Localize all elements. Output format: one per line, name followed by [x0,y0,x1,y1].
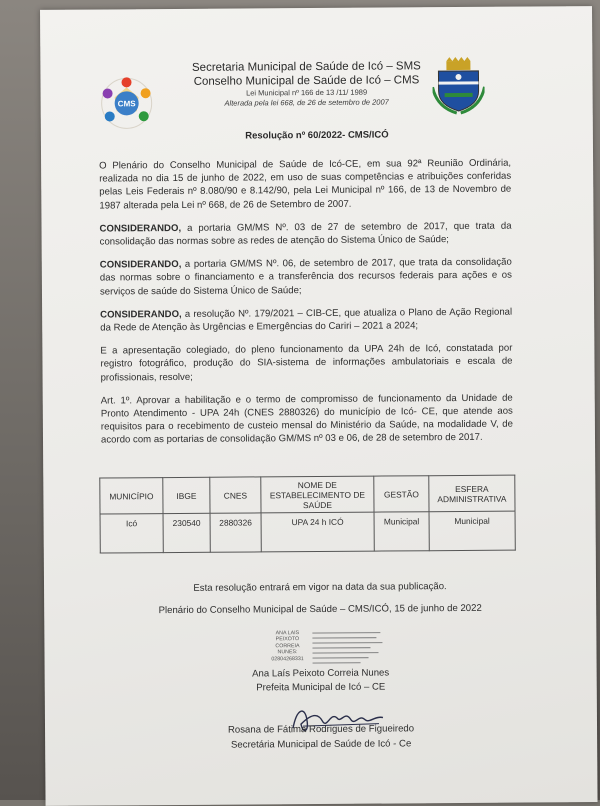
coat-of-arms-icon [432,57,484,115]
table-cell: Municipal [429,511,515,551]
digital-signature-detail-icon [310,630,386,667]
table-header-cell: IBGE [163,477,210,513]
vigor-statement: Esta resolução entrará em vigor na data da sua publicação. [44,580,596,595]
considerando-3: CONSIDERANDO, a resolução Nº. 179/2021 – CIB-CE, que atualiza o Plano de Ação Regional da Rede de Atenção às Urgências e Emergências do Cariri – 2021 a 2024; [100,305,512,334]
header-alteracao: Alterada pela lei 668, de 26 de setembro de 2007 [177,97,437,109]
table-header-row [100,475,515,514]
resolution-title: Resolução nº 60/2022- CMS/ICÓ [41,128,593,143]
cms-logo-icon [98,75,154,131]
establishment-table [99,475,516,554]
letterhead [40,50,592,124]
table-header-cell: MUNICÍPIO [100,478,163,514]
table-header-cell: CNES [210,477,261,513]
header-conselho: Conselho Municipal de Saúde de Icó – CMS [176,73,436,89]
header-lei: Lei Municipal nº 166 de 13 /11/ 1989 [177,87,437,99]
table-header-cell: ESFERA ADMINISTRATIVA [429,475,515,512]
table-cell: UPA 24 h ICÓ [261,512,374,552]
table-header-cell: NOME DE ESTABELECIMENTO DE SAÚDE [261,476,374,513]
digital-signature-stamp [266,630,386,669]
considerando-2: CONSIDERANDO, a portaria GM/MS Nº. 06, de setembro de 2017, que trata da consolidação das normas sobre o financiamento e a transferência dos recursos federais para ações e os serviços de saúde do Sistema Único de Saúde; [100,256,512,298]
table-cell: 2880326 [210,513,261,552]
table-row [100,511,515,553]
document-page [40,6,598,806]
svg-text:CMS: CMS [118,99,137,108]
letterhead-text [176,59,436,109]
table-cell: Municipal [374,512,429,551]
preamble-paragraph: O Plenário do Conselho Municipal de Saúde de Icó-CE, em sua 92ª Reunião Ordinária, realizada no dia 15 de junho de 2022, em uso de suas competências e atribuições conferidas pelas Leis Federais nº 8.080/90 e 8.142/90, pela Lei Municipal nº 166, de 13 de Novembro de 1987 alterada pela Lei nº 668, de 26 de Setembro de 2007. [99,157,511,213]
signatory-1-role: Prefeita Municipal de Icó – CE [45,680,597,695]
plenario-date-line: Plenário do Conselho Municipal de Saúde – CMS/ICÓ, 15 de junho de 2022 [44,602,596,617]
apresentacao-paragraph: E a apresentação colegiado, do pleno funcionamento da UPA 24h de Icó, constatada por registro fotográfico, produção do SIA-sistema de informações ambulatoriais e escala de profissionais, resolve; [100,342,512,384]
considerando-1: CONSIDERANDO, a portaria GM/MS Nº. 03 de 27 de setembro de 2017, que trata da consolidação das normas sobre as redes de atenção do Sistema Único de Saúde; [99,219,511,248]
signatory-2-role: Secretária Municipal de Saúde de Icó - Ce [45,737,597,752]
table-cell: 230540 [163,513,210,552]
signatory-1-name: Ana Laís Peixoto Correia Nunes [45,666,597,681]
article-1: Art. 1º. Aprovar a habilitação e o termo de compromisso de funcionamento da Unidade de Pronto Atendimento - UPA 24h (CNES 2880326) do município de Icó- CE, que atende aos requisitos para o recebimento de custeio mensal do Ministério da Saúde, na modalidade V, de acordo com as portarias de consolidação GM/MS nº 03 e 06, de 28 de setembro de 2017. [101,391,513,447]
table-header-cell: GESTÃO [374,476,429,512]
signatory-2-name: Rosana de Fátima Rodrigues de Figueiredo [45,722,597,737]
header-secretaria: Secretaria Municipal de Saúde de Icó – SMS [176,59,436,75]
digital-signature-name: ANA LAIS PEIXOTO CORREIA NUNES: 02804268331 [266,630,308,662]
resolution-body [99,157,513,458]
table-cell: Icó [100,514,163,553]
